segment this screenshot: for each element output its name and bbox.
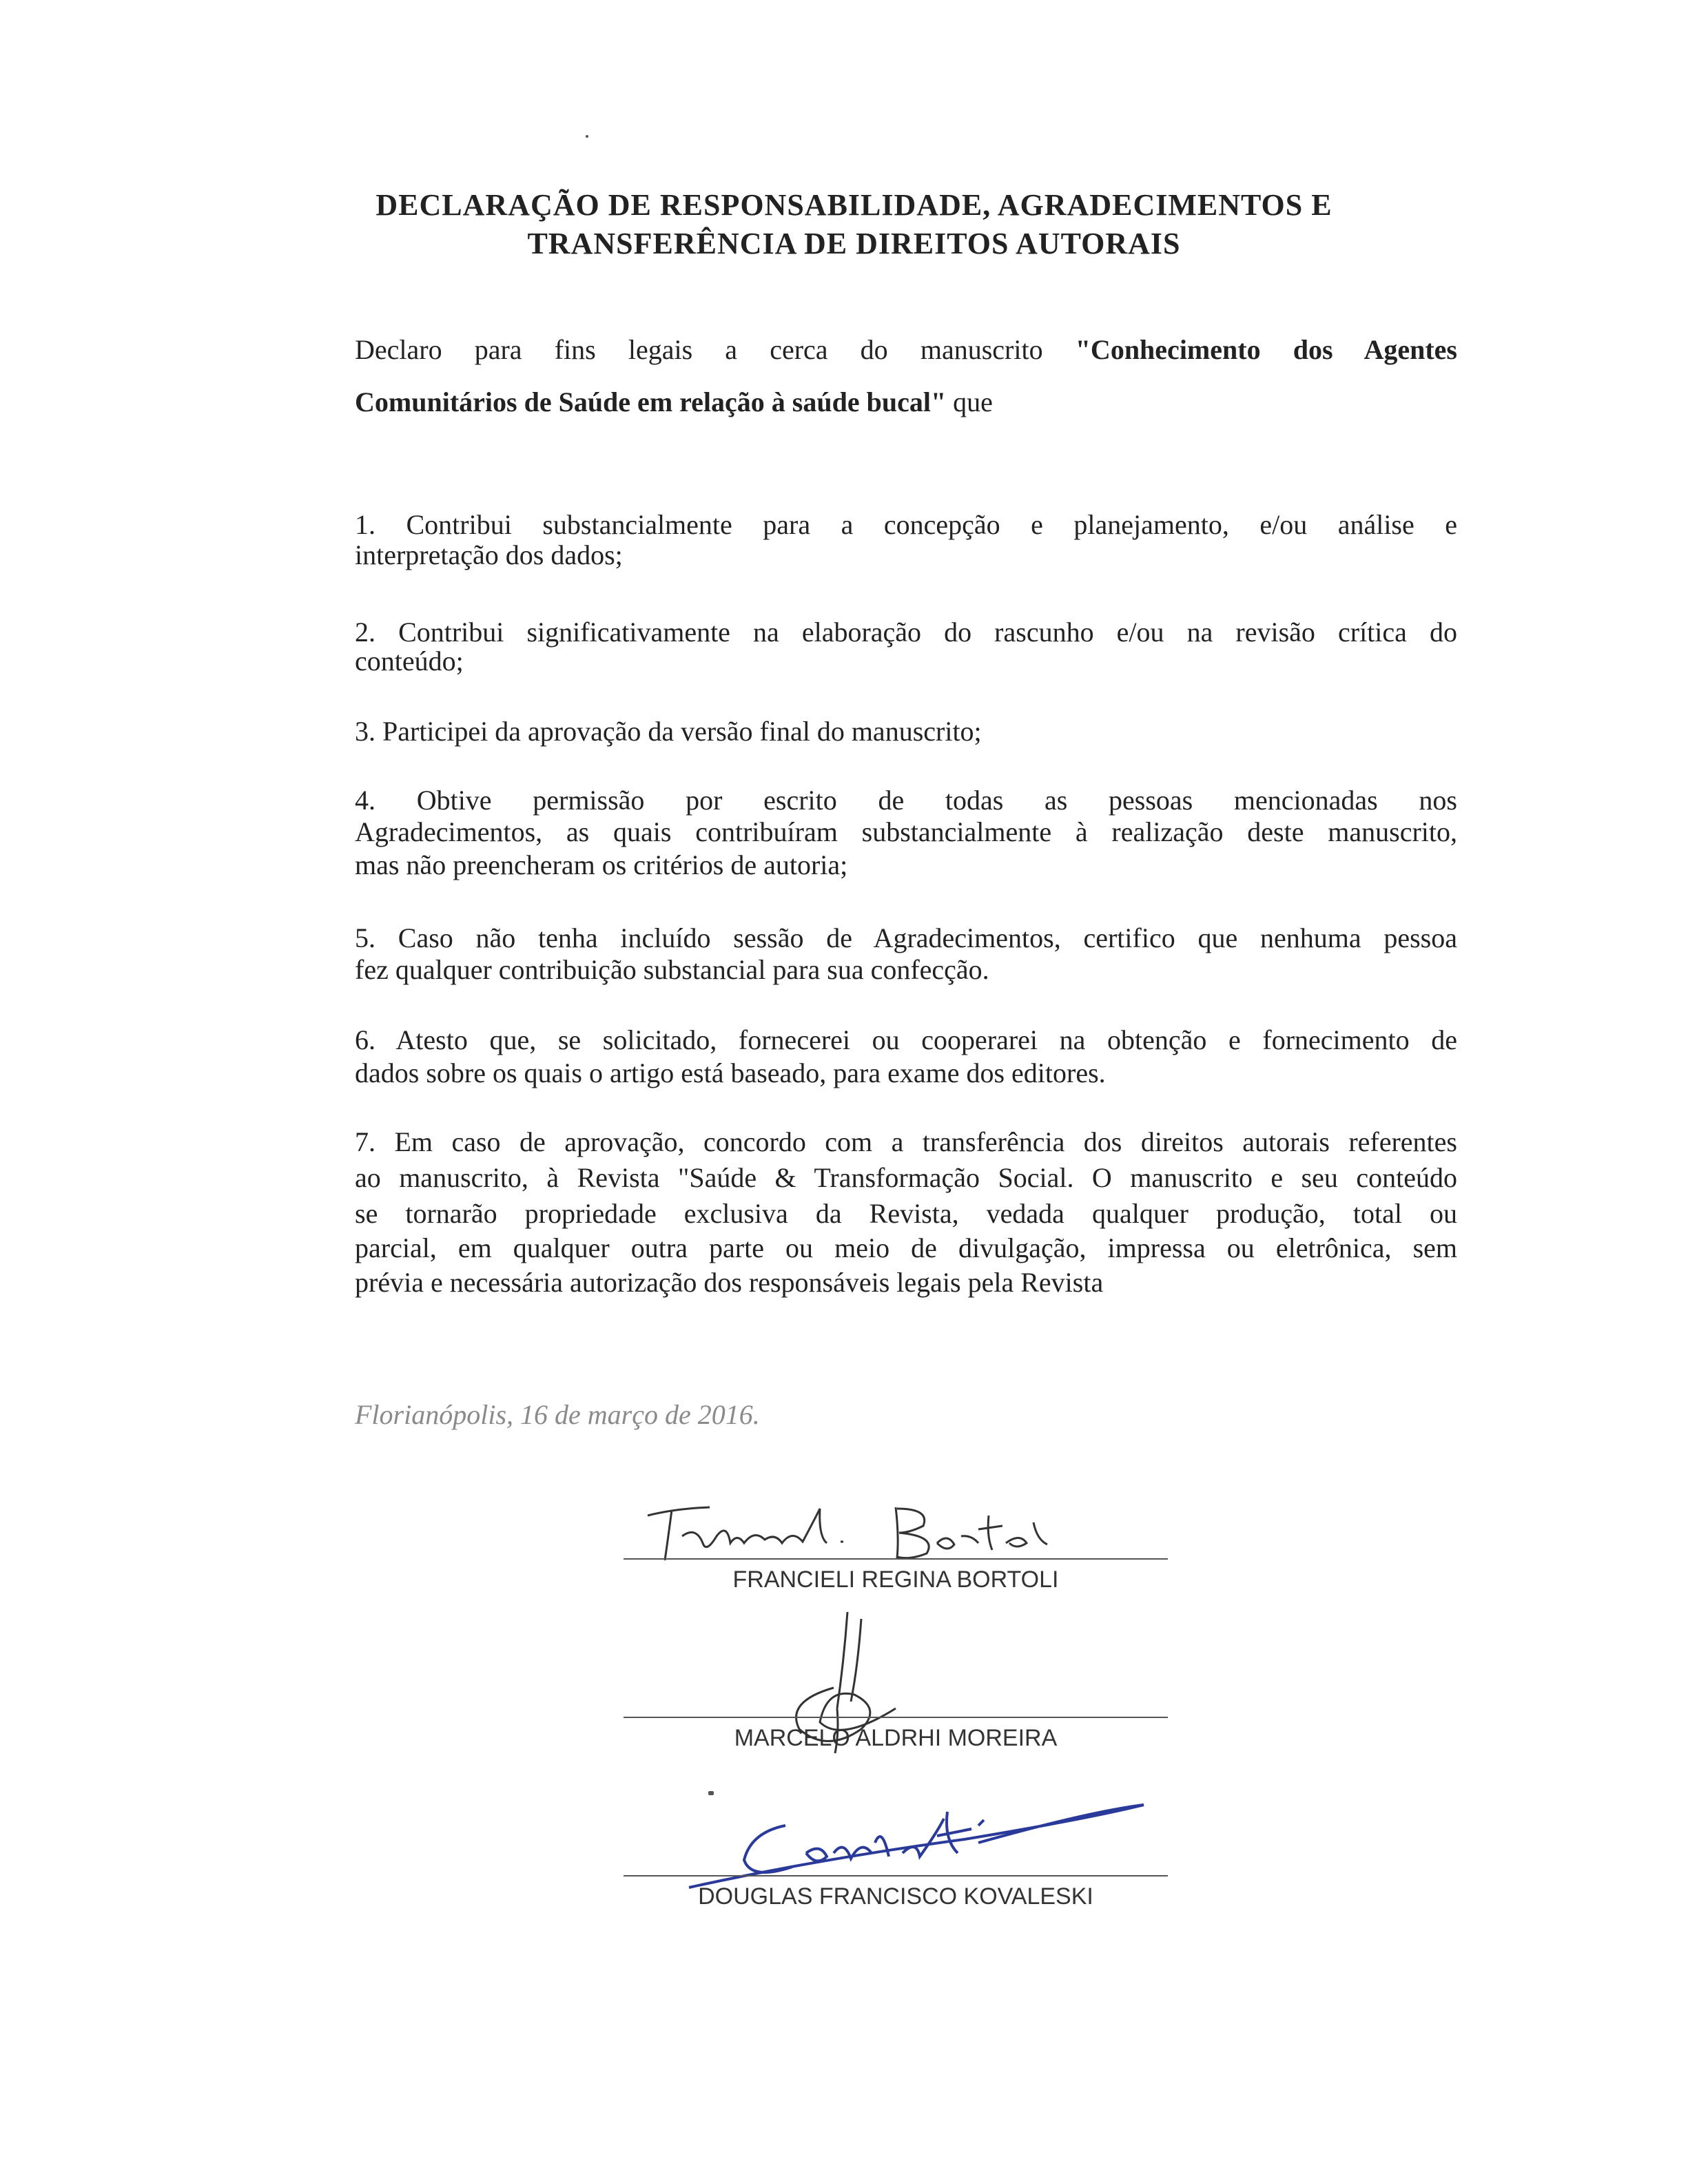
signature-line-1: [624, 1558, 1168, 1560]
intro-text-end: que: [946, 386, 993, 417]
item-2-line: conteúdo;: [355, 645, 464, 676]
signature-line-3: [624, 1875, 1168, 1876]
item-7-line: 7. Em caso de aprovação, concordo com a transferência dos direitos autorais referentes: [355, 1126, 1457, 1157]
item-1-line: interpretação dos dados;: [355, 539, 623, 570]
manuscript-title-part-2: Comunitários de Saúde em relação à saúde bucal": [355, 386, 947, 417]
intro-line-2: [355, 387, 1457, 417]
signatory-name-3: DOUGLAS FRANCISCO KOVALESKI: [698, 1883, 1093, 1910]
item-7-line: parcial, em qualquer outra parte ou meio de divulgação, impressa ou eletrônica, sem: [355, 1232, 1457, 1263]
item-4-line: mas não preencheram os critérios de autoria;: [355, 849, 848, 880]
intro-text: Declaro para fins legais a cerca do manuscrito: [355, 334, 1076, 365]
item-2-line: 2. Contribui significativamente na elaboração do rascunho e/ou na revisão crítica do: [355, 617, 1457, 648]
document-title-line-2: TRANSFERÊNCIA DE DIREITOS AUTORAIS: [527, 227, 1181, 260]
item-7-line: prévia e necessária autorização dos responsáveis legais pela Revista: [355, 1267, 1104, 1298]
signatory-name-2: MARCELO ALDRHI MOREIRA: [734, 1725, 1058, 1751]
item-4-line: Agradecimentos, as quais contribuíram substancialmente à realização deste manuscrito,: [355, 816, 1457, 847]
item-3-line: 3. Participei da aprovação da versão final do manuscrito;: [355, 716, 982, 747]
signatory-name-1: FRANCIELI REGINA BORTOLI: [732, 1567, 1059, 1593]
signature-line-2: [624, 1717, 1168, 1718]
item-1-line: 1. Contribui substancialmente para a concepção e planejamento, e/ou análise e: [355, 509, 1457, 540]
item-4-line: 4. Obtive permissão por escrito de todas as pessoas mencionadas nos: [355, 785, 1457, 816]
item-6-line: 6. Atesto que, se solicitado, fornecerei ou cooperarei na obtenção e fornecimento de: [355, 1024, 1457, 1055]
scan-speck: [586, 135, 588, 138]
document-title-line-1: DECLARAÇÃO DE RESPONSABILIDADE, AGRADECIMENTOS E: [375, 188, 1333, 222]
item-7-line: ao manuscrito, à Revista "Saúde & Transformação Social. O manuscrito e seu conteúdo: [355, 1162, 1457, 1193]
item-6-line: dados sobre os quais o artigo está baseado, para exame dos editores.: [355, 1057, 1106, 1088]
place-date: Florianópolis, 16 de março de 2016.: [355, 1399, 760, 1430]
item-5-line: 5. Caso não tenha incluído sessão de Agradecimentos, certifico que nenhuma pessoa: [355, 922, 1457, 953]
item-5-line: fez qualquer contribuição substancial para sua confecção.: [355, 954, 989, 985]
intro-line-1: [355, 335, 1457, 365]
item-7-line: se tornarão propriedade exclusiva da Revista, vedada qualquer produção, total ou: [355, 1198, 1457, 1229]
manuscript-title-part-1: "Conhecimento dos Agentes: [1075, 334, 1457, 365]
